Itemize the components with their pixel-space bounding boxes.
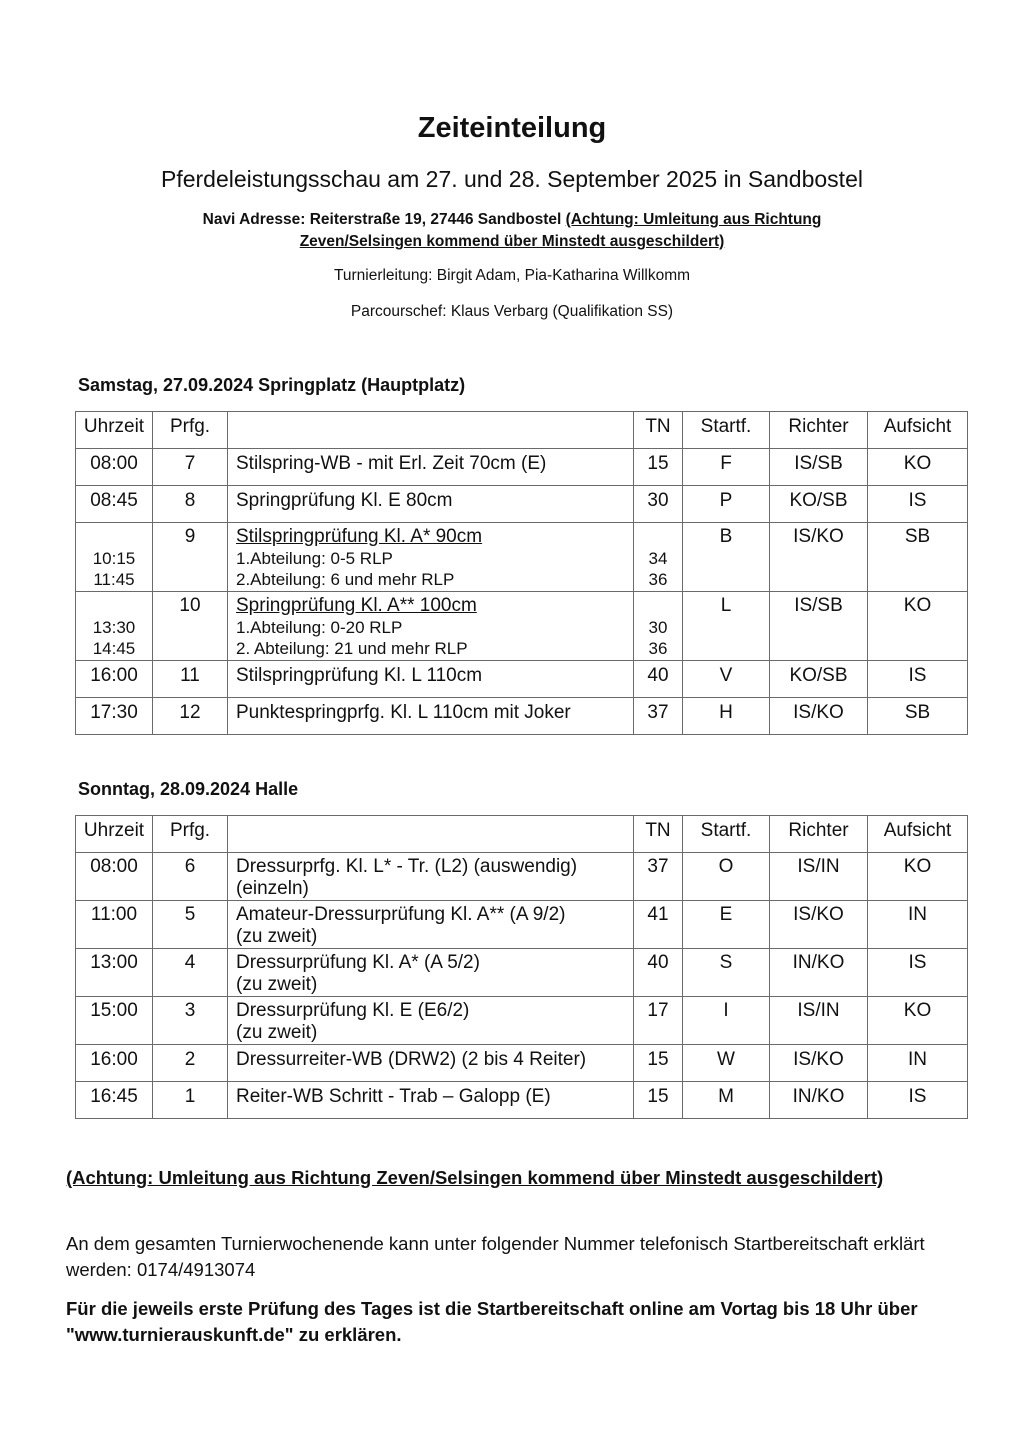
description: Reiter-WB Schritt - Trab – Galopp (E)	[236, 1086, 551, 1107]
aufsicht: SB	[904, 702, 931, 723]
table-row	[76, 997, 968, 1045]
description: Springprüfung Kl. A** 100cm	[236, 595, 477, 616]
startfolge: L	[720, 595, 732, 616]
time: 11:00	[90, 904, 138, 925]
table-row	[76, 901, 968, 949]
tn: 37	[647, 702, 669, 723]
col-header-startf: Startf.	[700, 416, 752, 437]
tn: 15	[647, 453, 669, 474]
division-tn: 30	[648, 618, 668, 637]
startfolge: M	[718, 1086, 734, 1107]
pruefung-nr: 9	[184, 526, 196, 547]
richter: IN/KO	[792, 952, 845, 973]
pruefung-nr: 2	[184, 1049, 196, 1070]
pruefung-nr: 7	[184, 453, 196, 474]
aufsicht: KO	[903, 595, 932, 616]
startfolge: E	[719, 904, 733, 925]
col-header-uhrzeit: Uhrzeit	[83, 416, 145, 437]
description-note: (zu zweit)	[236, 974, 318, 995]
col-header-prfg: Prfg.	[169, 416, 211, 437]
richter: IN/KO	[792, 1086, 845, 1107]
description: Dressurprüfung Kl. E (E6/2)	[236, 1000, 470, 1021]
startfolge: V	[719, 665, 733, 686]
time: 08:45	[90, 490, 138, 511]
division-time: 13:30	[92, 618, 136, 637]
aufsicht: IS	[908, 1086, 927, 1107]
description-note: (einzeln)	[236, 878, 309, 899]
richter: IS/SB	[794, 595, 843, 616]
tn: 40	[647, 665, 669, 686]
online-registration-note: Für die jeweils erste Prüfung des Tages ist die Startbereitschaft online am Vortag bis 18 Uhr über "www.turnierauskunft.de" zu erklären.	[66, 1298, 918, 1345]
division-tn: 36	[648, 570, 668, 589]
tn: 41	[647, 904, 669, 925]
detour-warning: (Achtung: Umleitung aus Richtung Zeven/Selsingen kommend über Minstedt ausgeschildert)	[66, 1167, 884, 1188]
description: Stilspringprüfung Kl. A* 90cm	[236, 526, 483, 547]
pruefung-nr: 12	[179, 702, 201, 723]
pruefung-nr: 11	[180, 665, 200, 686]
time: 16:45	[90, 1086, 138, 1107]
startfolge: P	[719, 490, 733, 511]
description: Amateur-Dressurprüfung Kl. A** (A 9/2)	[236, 904, 566, 925]
division-label: 1.Abteilung: 0-5 RLP	[236, 549, 393, 568]
aufsicht: KO	[903, 453, 932, 474]
richter: KO/SB	[789, 665, 848, 686]
richter: IS/SB	[794, 453, 843, 474]
tn: 15	[647, 1049, 669, 1070]
time: 17:30	[90, 702, 138, 723]
pruefung-nr: 3	[184, 1000, 196, 1021]
tn: 17	[647, 1000, 669, 1021]
navi-address-text: Navi Adresse: Reiterstraße 19, 27446 Sandbostel	[202, 211, 566, 228]
saturday-heading: Samstag, 27.09.2024 Springplatz (Hauptplatz)	[78, 375, 466, 395]
pruefung-nr: 5	[184, 904, 196, 925]
time: 08:00	[90, 856, 138, 877]
col-header-aufsicht: Aufsicht	[883, 416, 952, 437]
table-header-row	[76, 412, 968, 449]
aufsicht: KO	[903, 1000, 932, 1021]
description: Dressurreiter-WB (DRW2) (2 bis 4 Reiter)	[236, 1049, 587, 1070]
division-time: 14:45	[92, 639, 136, 658]
tn: 15	[647, 1086, 669, 1107]
description: Punktespringprfg. Kl. L 110cm mit Joker	[236, 702, 571, 723]
description-note: (zu zweit)	[236, 926, 318, 947]
turnierleitung: Turnierleitung: Birgit Adam, Pia-Katharina Willkomm	[333, 267, 691, 284]
col-header-richter: Richter	[788, 416, 849, 437]
time: 08:00	[90, 453, 138, 474]
table-row	[76, 853, 968, 901]
event-subtitle: Pferdeleistungsschau am 27. und 28. September 2025 in Sandbostel	[161, 166, 863, 192]
table-row	[76, 1045, 968, 1082]
pruefung-nr: 1	[184, 1086, 196, 1107]
aufsicht: IN	[908, 1049, 927, 1070]
saturday-schedule-table	[75, 411, 968, 735]
pruefung-nr: 4	[184, 952, 196, 973]
division-label: 1.Abteilung: 0-20 RLP	[236, 618, 403, 637]
time: 13:00	[90, 952, 138, 973]
pruefung-nr: 8	[184, 490, 196, 511]
phone-note: An dem gesamten Turnierwochenende kann unter folgender Nummer telefonisch Startbereitschaft erklärt werden: 0174/4913074	[66, 1233, 925, 1280]
startfolge: F	[720, 453, 732, 474]
tn: 37	[647, 856, 669, 877]
richter: IS/IN	[797, 856, 840, 877]
col-header-tn: TN	[645, 820, 671, 841]
description: Dressurprüfung Kl. A* (A 5/2)	[236, 952, 480, 973]
richter: IS/KO	[793, 1049, 844, 1070]
table-row	[76, 486, 968, 523]
table-header-row	[76, 816, 968, 853]
time: 16:00	[90, 665, 138, 686]
aufsicht: KO	[903, 856, 932, 877]
table-row	[76, 661, 968, 698]
startfolge: O	[718, 856, 734, 877]
aufsicht: IS	[908, 490, 927, 511]
table-row	[76, 1082, 968, 1119]
aufsicht: IS	[908, 665, 927, 686]
table-row	[76, 523, 968, 592]
division-tn: 36	[648, 639, 668, 658]
col-header-startf: Startf.	[700, 820, 752, 841]
tn: 40	[647, 952, 669, 973]
description: Stilspringprüfung Kl. L 110cm	[236, 665, 483, 686]
description: Stilspring-WB - mit Erl. Zeit 70cm (E)	[236, 453, 547, 474]
table-row	[76, 949, 968, 997]
navi-address	[150, 209, 874, 253]
col-header-tn: TN	[645, 416, 671, 437]
col-header-prfg: Prfg.	[169, 820, 211, 841]
time: 16:00	[90, 1049, 138, 1070]
page-title: Zeiteinteilung	[417, 112, 607, 144]
richter: IS/KO	[793, 904, 844, 925]
pruefung-nr: 10	[179, 595, 201, 616]
richter: IS/IN	[797, 1000, 840, 1021]
description: Springprüfung Kl. E 80cm	[236, 490, 453, 511]
richter: KO/SB	[789, 490, 848, 511]
aufsicht: SB	[904, 526, 931, 547]
aufsicht: IS	[908, 952, 927, 973]
startfolge: B	[719, 526, 733, 547]
table-row	[76, 698, 968, 735]
sunday-schedule-table	[75, 815, 968, 1119]
division-label: 2.Abteilung: 6 und mehr RLP	[236, 570, 455, 589]
division-time: 10:15	[92, 549, 136, 568]
parcourschef: Parcourschef: Klaus Verbarg (Qualifikation SS)	[350, 303, 674, 320]
col-header-uhrzeit: Uhrzeit	[83, 820, 145, 841]
tn: 30	[647, 490, 669, 511]
division-label: 2. Abteilung: 21 und mehr RLP	[236, 639, 468, 658]
startfolge: W	[717, 1049, 735, 1070]
startfolge: S	[719, 952, 733, 973]
startfolge: H	[719, 702, 733, 723]
sunday-heading: Sonntag, 28.09.2024 Halle	[78, 779, 299, 799]
richter: IS/KO	[793, 526, 844, 547]
col-header-richter: Richter	[788, 820, 849, 841]
navi-detour-warning: (Achtung: Umleitung aus Richtung Zeven/Selsingen kommend über Minstedt ausgeschildert)	[299, 211, 822, 250]
pruefung-nr: 6	[184, 856, 196, 877]
startfolge: I	[723, 1000, 729, 1021]
time: 15:00	[90, 1000, 138, 1021]
aufsicht: IN	[908, 904, 927, 925]
description: Dressurprfg. Kl. L* - Tr. (L2) (auswendig)	[236, 856, 578, 877]
col-header-aufsicht: Aufsicht	[883, 820, 952, 841]
description-note: (zu zweit)	[236, 1022, 318, 1043]
table-row	[76, 449, 968, 486]
division-tn: 34	[648, 549, 668, 568]
division-time: 11:45	[93, 570, 135, 589]
table-row	[76, 592, 968, 661]
richter: IS/KO	[793, 702, 844, 723]
